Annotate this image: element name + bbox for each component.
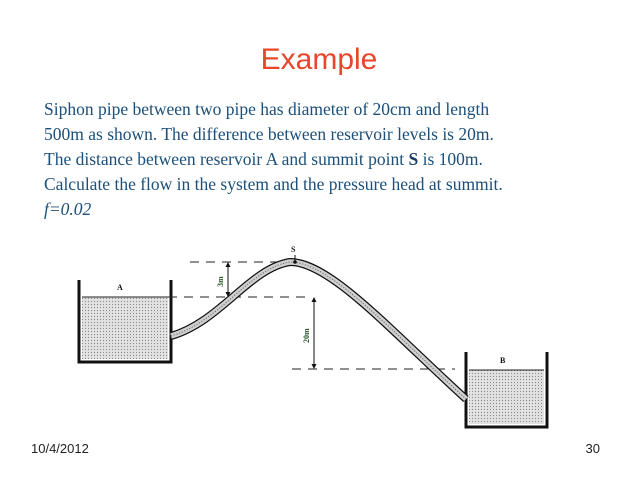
summit-point-symbol: S	[408, 149, 419, 169]
friction-factor: f=0.02	[44, 199, 92, 219]
level-difference-dimension	[312, 297, 317, 369]
slide-title: Example	[260, 43, 378, 76]
problem-statement	[44, 97, 634, 222]
problem-line-1: Siphon pipe between two pipe has diameter of 20cm and length	[44, 99, 490, 119]
reservoir-b-label: B	[500, 356, 506, 365]
level-difference-label: 20m	[302, 328, 311, 343]
siphon-diagram	[0, 230, 638, 430]
reservoir-b-water	[469, 370, 544, 424]
slide-date: 10/4/2012	[31, 441, 89, 456]
problem-line-3-end: is 100m.	[418, 149, 483, 169]
summit-height-dimension	[226, 262, 231, 297]
reservoir-a	[79, 280, 171, 362]
summit-height-label: 3m	[216, 276, 225, 287]
slide-page-number: 30	[585, 441, 600, 456]
problem-line-4: Calculate the flow in the system and the pressure head at summit.	[44, 174, 503, 194]
problem-line-2: 500m as shown. The difference between reservoir levels is 20m.	[44, 124, 494, 144]
reservoir-b	[466, 352, 547, 427]
problem-line-3	[44, 147, 634, 172]
reservoir-a-water	[82, 297, 168, 359]
summit-label: S	[291, 245, 296, 254]
problem-line-3-start: The distance between reservoir A and summit point	[44, 149, 409, 169]
reservoir-a-label: A	[117, 283, 123, 292]
